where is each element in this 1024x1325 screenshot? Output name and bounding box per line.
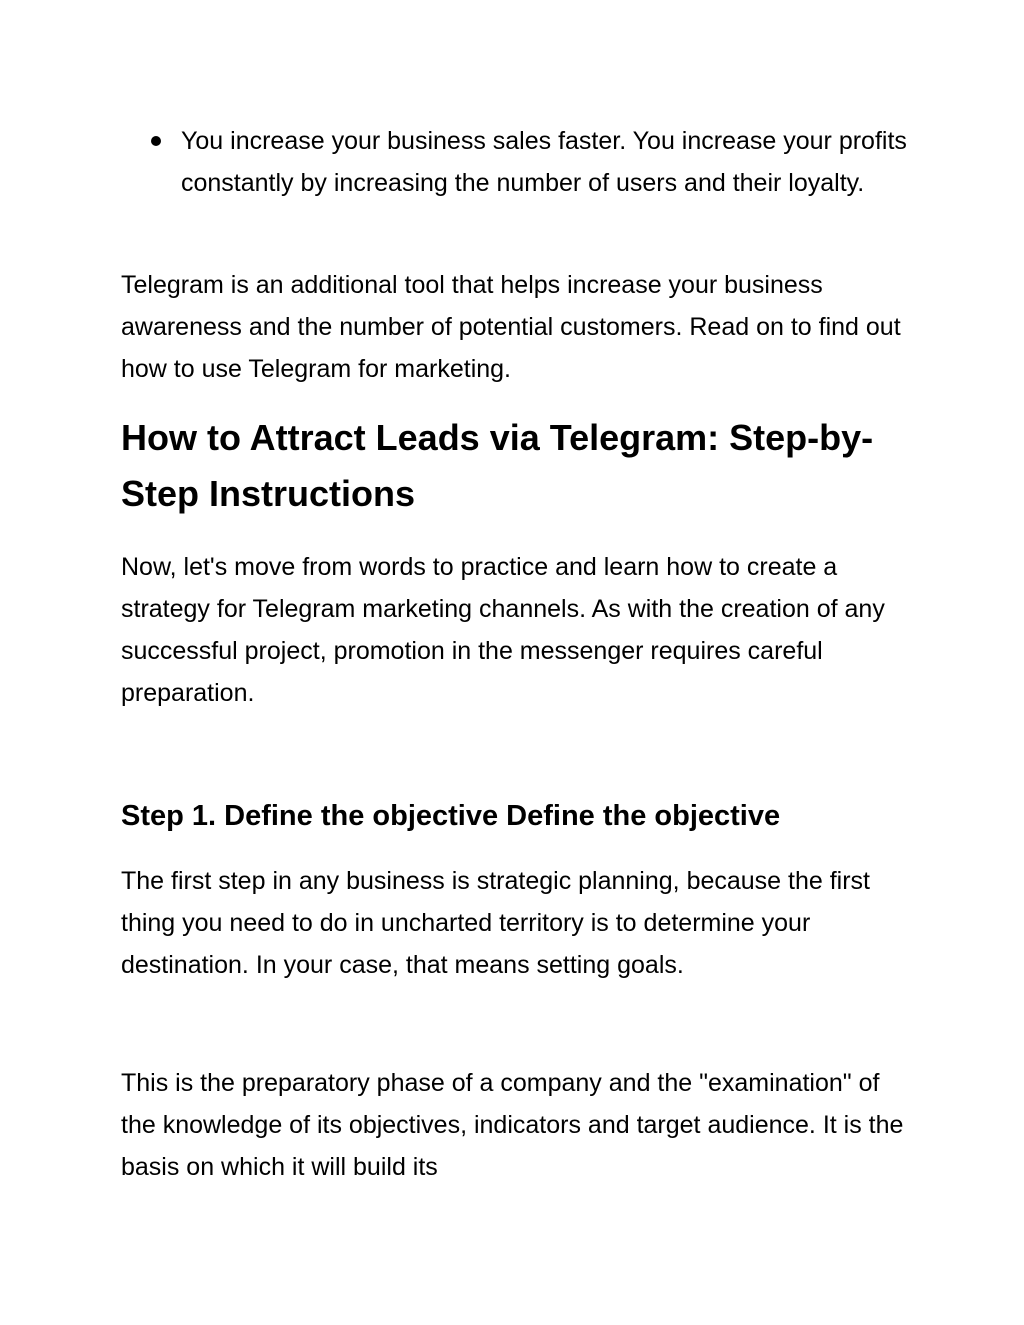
section-heading: How to Attract Leads via Telegram: Step-by-Step Instructions (121, 417, 874, 514)
step-heading: Step 1. Define the objective Define the objective (121, 800, 781, 832)
paragraph-intro: Telegram is an additional tool that helps increase your business awareness and the number of potential customers. Read on to find out how to use Telegram for marketing. (121, 271, 901, 383)
bullet-text: You increase your business sales faster. You increase your profits constantly by increasing the number of users and their loyalty. (181, 127, 907, 197)
bullet-list (121, 120, 911, 204)
bullet-item (121, 120, 911, 204)
paragraph-step1-a: The first step in any business is strategic planning, because the first thing you need to do in uncharted territory is to determine your destination. In your case, that means setting goals. (121, 867, 870, 979)
paragraph-practice: Now, let's move from words to practice and learn how to create a strategy for Telegram marketing channels. As with the creation of any successful project, promotion in the messenger requires careful preparation. (121, 553, 885, 707)
paragraph-step1-b: This is the preparatory phase of a company and the "examination" of the knowledge of its objectives, indicators and target audience. It is the basis on which it will build its (121, 1069, 904, 1181)
bullet-dot-icon (151, 136, 161, 146)
